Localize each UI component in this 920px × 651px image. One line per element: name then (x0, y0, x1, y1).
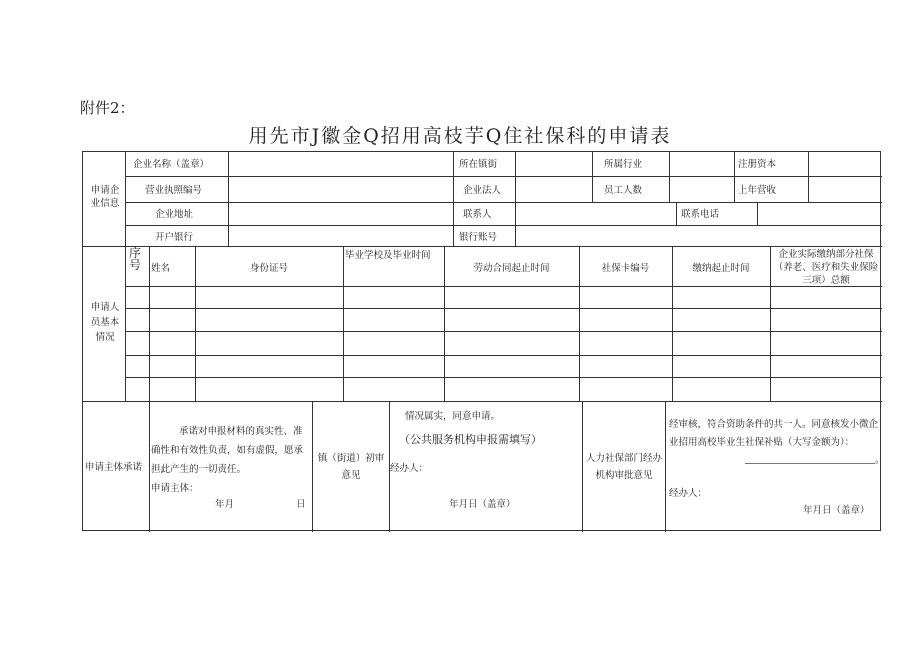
hr-date-stamp: 年月日（盖章） (803, 505, 870, 516)
town-public-service-note: （公共服务机构申报需填写） (399, 433, 542, 446)
commit-text: 承诺对申报材料的真实性、准确性和有效性负责，如有虚假，愿承担此产生的一切责任。 (151, 426, 304, 475)
section-divider (83, 401, 882, 402)
town-handler-label: 经办人： (390, 463, 429, 474)
commit-section-label: 申请主体承诺 (85, 462, 143, 473)
col-divider (808, 152, 809, 202)
company-name-label: 企业名称（盖章） (133, 159, 210, 170)
col-header-school: 毕业学校及毕业时间 (345, 250, 431, 261)
row-divider (125, 202, 882, 203)
applicant-section-label: 申请人员基本情况 (90, 302, 120, 343)
row-divider (125, 377, 882, 378)
hr-approval-text: 经审核，符合资助条件的共一人。同意核发小微企业招用高校毕业生社保补贴（大写金额为）： (669, 419, 879, 448)
section-divider (83, 246, 882, 247)
col-divider (676, 202, 677, 225)
col-header-period: 缴纳起止时间 (692, 263, 750, 274)
commit-subject-label: 申请主体： (151, 483, 199, 494)
row-divider (125, 331, 882, 332)
contact-label: 联系人 (463, 209, 492, 220)
row-divider (125, 176, 882, 177)
license-number-label: 营业执照编号 (145, 185, 203, 196)
col-divider (665, 401, 666, 532)
bank-label: 开户银行 (155, 232, 194, 243)
col-divider (312, 401, 313, 532)
application-form-table (82, 151, 885, 531)
col-divider (515, 152, 516, 246)
enterprise-section-label: 申请企业信息 (90, 185, 120, 209)
col-divider (592, 152, 593, 202)
row-divider (125, 308, 882, 309)
col-divider (453, 152, 454, 246)
col-divider (734, 152, 735, 202)
staff-count-label: 员工人数 (604, 185, 643, 196)
col-header-no: 序号 (129, 246, 142, 272)
col-divider (149, 401, 150, 532)
town-verify-text: 情况属实，同意申请。 (405, 411, 501, 422)
col-header-name: 姓名 (151, 263, 171, 274)
col-divider (582, 401, 583, 532)
hr-handler-label: 经办人： (669, 488, 708, 499)
registered-capital-label: 注册资本 (738, 159, 777, 170)
account-label: 银行账号 (459, 232, 498, 243)
col-header-id: 身份证号 (249, 263, 288, 274)
revenue-label: 上年营收 (738, 185, 777, 196)
attachment-label: 附件2： (80, 99, 135, 117)
col-divider (149, 246, 150, 401)
document-title: 用先市J徽金Q招用高枝芋Q住社保科的申请表 (248, 125, 672, 147)
town-review-label: 镇（街道）初审意见 (317, 453, 385, 481)
col-header-card: 社保卡编号 (601, 263, 650, 274)
commit-year-month: 年月 (215, 499, 235, 510)
col-divider (770, 246, 771, 401)
col-header-contract: 劳动合同起止时间 (473, 263, 550, 274)
col-header-total: 企业实际缴纳部分社保（养老、医疗和失业保险三项）总额 (773, 249, 879, 286)
row-divider (125, 355, 882, 356)
col-divider (343, 246, 344, 401)
town-date-stamp: 年月日（盖章） (449, 499, 516, 510)
commit-day: 日 (296, 499, 306, 510)
phone-label: 联系电话 (681, 209, 720, 220)
district-label: 所在镇街 (459, 159, 498, 170)
legal-person-label: 企业法人 (463, 185, 502, 196)
col-divider (669, 152, 670, 202)
row-divider (125, 286, 882, 287)
industry-label: 所属行业 (604, 159, 643, 170)
col-divider (228, 152, 229, 246)
hr-approval-label: 人力社保部门经办机构审批意见 (585, 453, 662, 481)
hr-period-mark: 。 (875, 455, 885, 466)
col-divider (125, 152, 126, 401)
row-divider (125, 225, 882, 226)
col-divider (757, 202, 758, 225)
amount-fill-line[interactable] (745, 463, 875, 464)
address-label: 企业地址 (155, 209, 194, 220)
